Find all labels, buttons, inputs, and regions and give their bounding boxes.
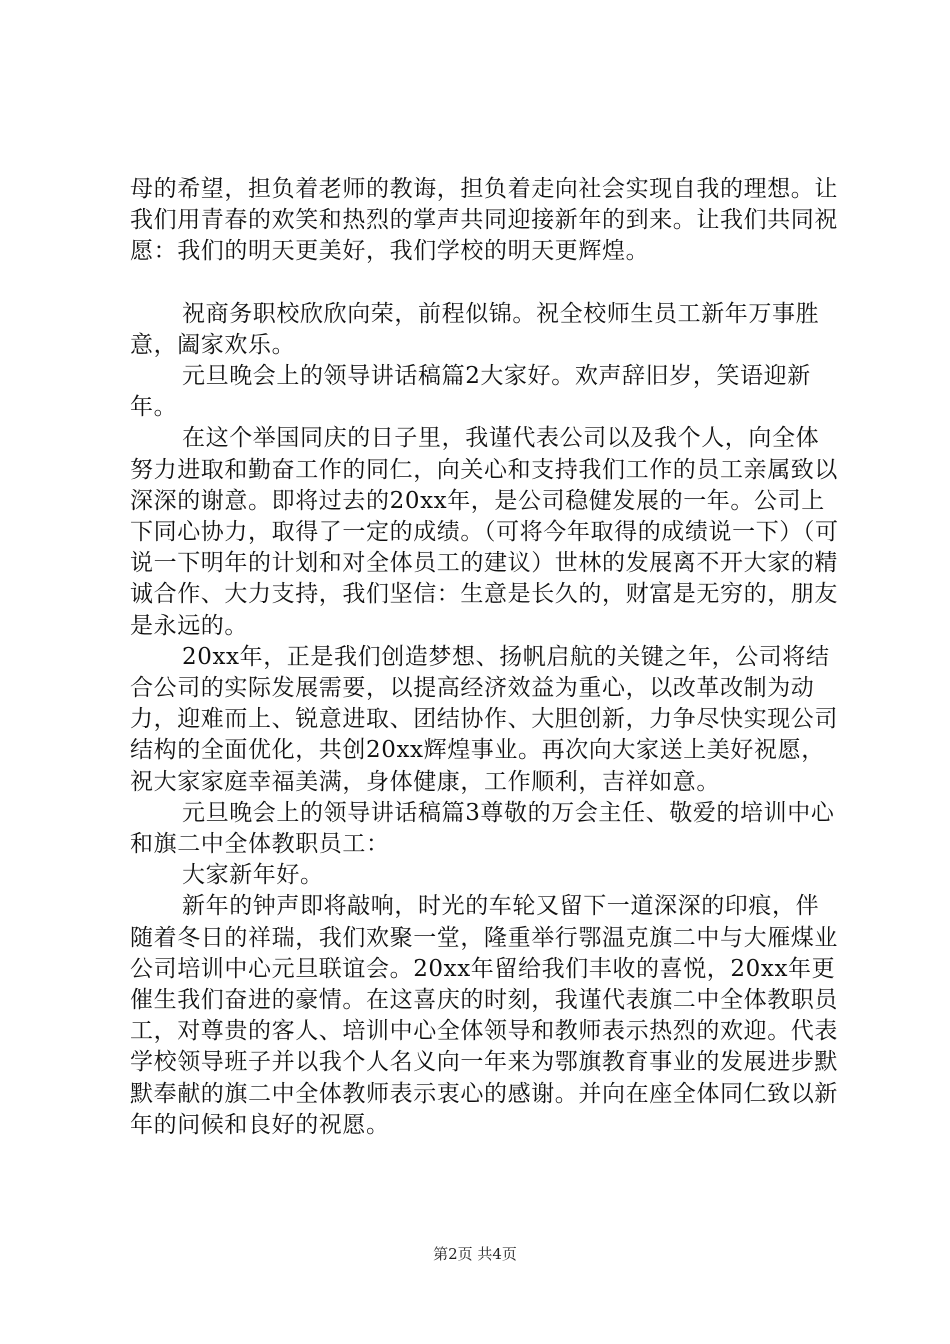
document-body [130, 174, 840, 1141]
paragraph-speech-2-outlook: 20xx年，正是我们创造梦想、扬帆启航的关键之年，公司将结合公司的实际发展需要，以提高经济效益为重心，以改革改制为动力，迎难而上、锐意进取、团结协作、大胆创新，力争尽快实现公司结构的全面优化，共创20xx辉煌事业。再次向大家送上美好祝愿，祝大家家庭幸福美满，身体健康，工作顺利，吉祥如意。 [130, 643, 838, 795]
paragraph-speech-3-body: 新年的钟声即将敲响，时光的车轮又留下一道深深的印痕，伴随着冬日的祥瑞，我们欢聚一堂，隆重举行鄂温克旗二中与大雁煤业公司培训中心元旦联谊会。20xx年留给我们丰收的喜悦，20xx年更催生我们奋进的豪情。在这喜庆的时刻，我谨代表旗二中全体教职员工，对尊贵的客人、培训中心全体领导和教师表示热烈的欢迎。代表学校领导班子并以我个人名义向一年来为鄂旗教育事业的发展进步默默奉献的旗二中全体教师表示衷心的感谢。并向在座全体同仁致以新年的问候和良好的祝愿。 [130, 893, 838, 1138]
paragraph-blessing: 祝商务职校欣欣向荣，前程似锦。祝全校师生员工新年万事胜意，阖家欢乐。 [130, 300, 820, 358]
paragraph-speech-2-body: 在这个举国同庆的日子里，我谨代表公司以及我个人，向全体努力进取和勤奋工作的同仁，向关心和支持我们工作的员工亲属致以深深的谢意。即将过去的20xx年，是公司稳健发展的一年。公司上下同心协力，取得了一定的成绩。（可将今年取得的成绩说一下）（可说一下明年的计划和对全体员工的建议）世林的发展离不开大家的精诚合作、大力支持，我们坚信：生意是长久的，财富是无穷的，朋友是永远的。 [130, 425, 839, 639]
paragraph-greeting: 大家新年好。 [182, 862, 324, 889]
page-number-footer: 第2页 共4页 [433, 1245, 517, 1263]
paragraph-continuation: 母的希望，担负着老师的教诲，担负着走向社会实现自我的理想。让我们用青春的欢笑和热烈的掌声共同迎接新年的到来。让我们共同祝愿：我们的明天更美好，我们学校的明天更辉煌。 [130, 176, 838, 265]
paragraph-speech-2-heading: 元旦晚会上的领导讲话稿篇2大家好。欢声辞旧岁，笑语迎新年。 [130, 363, 811, 421]
paragraph-speech-3-heading: 元旦晚会上的领导讲话稿篇3尊敬的万会主任、敬爱的培训中心和旗二中全体教职员工： [130, 799, 835, 858]
